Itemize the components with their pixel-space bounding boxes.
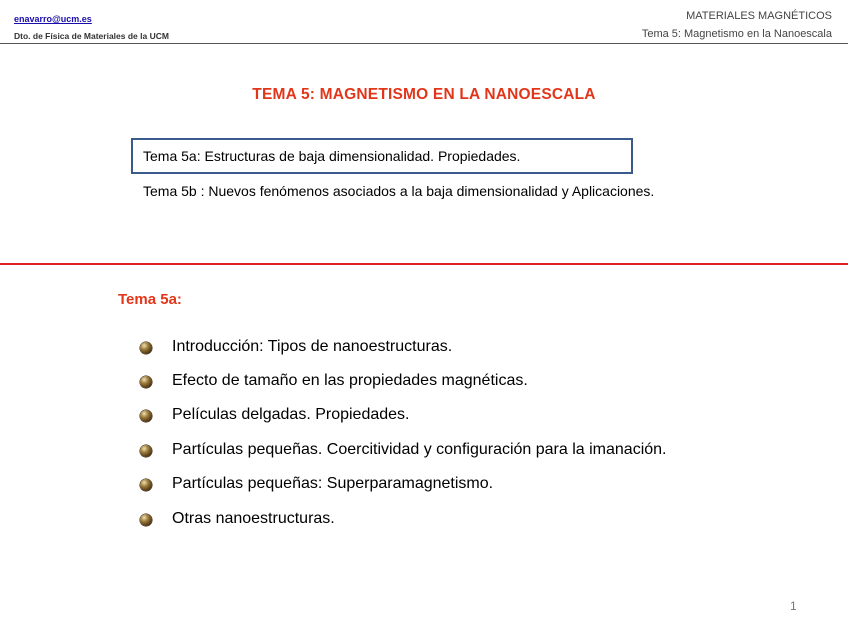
list-item: Partículas pequeñas: Superparamagnetismo. [172,475,494,492]
department-label: Dto. de Física de Materiales de la UCM [14,31,169,41]
bullet-icon [140,342,152,354]
section-divider [0,263,848,265]
bullet-icon [140,445,152,457]
author-email-link[interactable]: enavarro@ucm.es [14,14,92,24]
list-item: Efecto de tamaño en las propiedades magnéticas. [172,372,528,389]
section-title: Tema 5a: [118,291,182,308]
list-item: Películas delgadas. Propiedades. [172,406,410,423]
bullet-icon [140,376,152,388]
list-item: Otras nanoestructuras. [172,510,335,527]
course-title: MATERIALES MAGNÉTICOS [686,10,832,22]
list-item: Partículas pequeñas. Coercitividad y configuración para la imanación. [172,441,667,458]
bullet-icon [140,479,152,491]
topic-subtitle: Tema 5: Magnetismo en la Nanoescala [641,28,832,40]
bullet-icon [140,410,152,422]
slide-title: TEMA 5: MAGNETISMO EN LA NANOESCALA [252,86,596,103]
subtopic-5a: Tema 5a: Estructuras de baja dimensionalidad. Propiedades. [143,148,521,164]
header-divider [0,43,848,44]
page-number: 1 [790,599,797,613]
list-item: Introducción: Tipos de nanoestructuras. [172,338,453,355]
bullet-icon [140,514,152,526]
subtopic-5b: Tema 5b : Nuevos fenómenos asociados a la baja dimensionalidad y Aplicaciones. [143,183,655,199]
